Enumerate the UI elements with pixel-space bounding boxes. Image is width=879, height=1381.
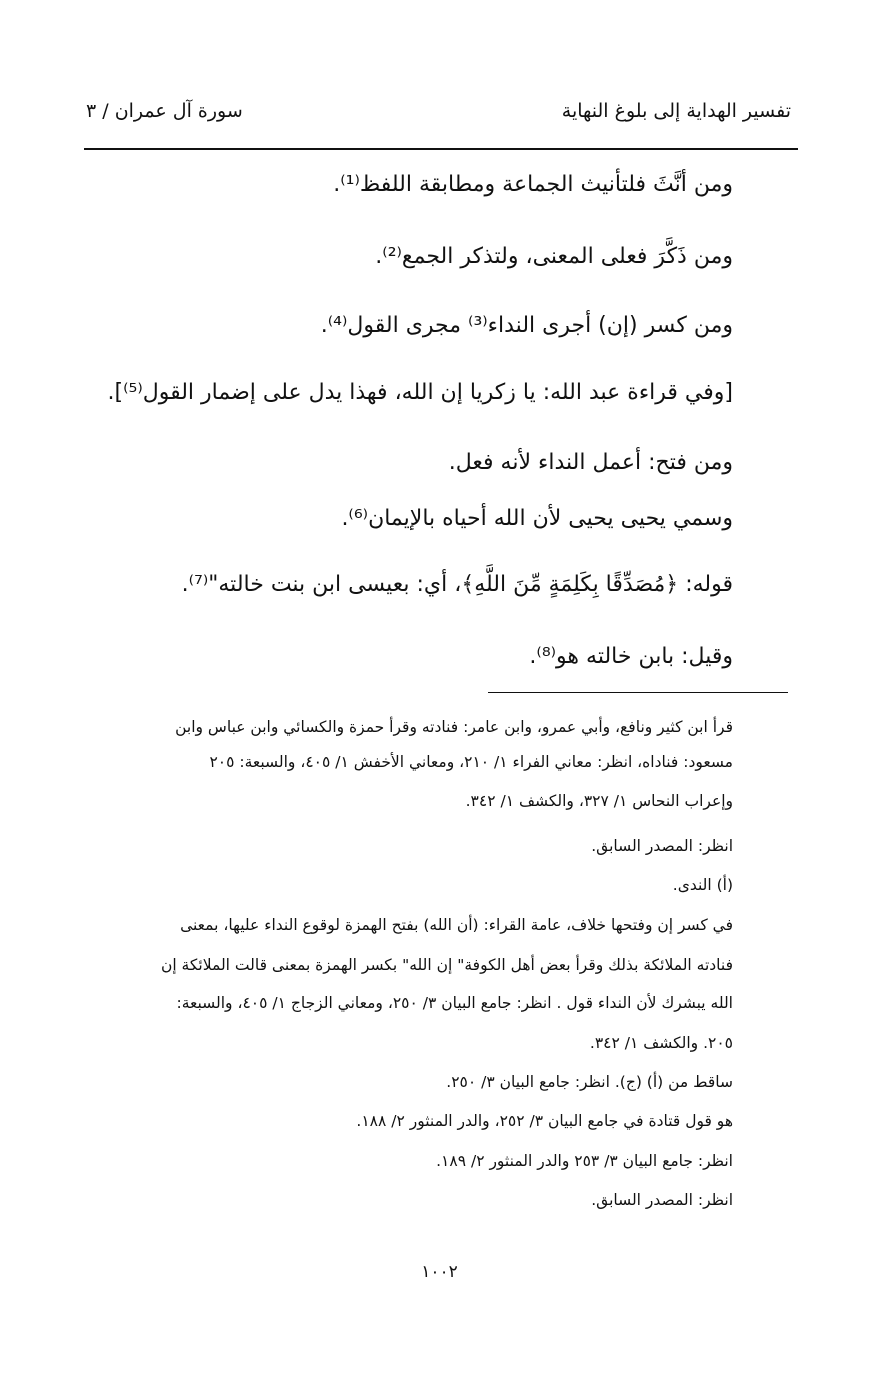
footnote-separator — [488, 692, 788, 693]
body-line: ومن أنَّثَ فلتأنيث الجماعة ومطابقة اللفظ⁽¹⁾. — [333, 172, 733, 197]
body-line: وسمي يحيى يحيى لأن الله أحياه بالإيمان⁽⁶⁾. — [341, 506, 733, 531]
footnote-line: قرأ ابن كثير ونافع، وأبي عمرو، وابن عامر: فنادته وقرأ حمزة والكسائي وابن عباس وابن — [175, 718, 733, 736]
body-line: ومن فتح: أعمل النداء لأنه فعل. — [448, 450, 733, 475]
footnote-line: انظر: جامع البيان ٣/ ٢٥٣ والدر المنثور ٢/ ١٨٩. — [436, 1152, 733, 1170]
page-number: ١٠٠٢ — [421, 1262, 458, 1282]
footnote-line: ٢٠٥. والكشف ١/ ٣٤٢. — [589, 1034, 733, 1052]
header-rule — [84, 148, 798, 150]
footnote-line: ساقط من (أ) (ج). انظر: جامع البيان ٣/ ٢٥٠. — [446, 1073, 733, 1091]
body-line: ومن كسر (إن) أجرى النداء⁽³⁾ مجرى القول⁽⁴⁾. — [320, 313, 733, 338]
footnote-line: مسعود: فناداه، انظر: معاني الفراء ١/ ٢١٠، ومعاني الأخفش ١/ ٤٠٥، والسبعة: ٢٠٥ — [209, 753, 733, 771]
footnote-line: الله يبشرك لأن النداء قول . انظر: جامع البيان ٣/ ٢٥٠، ومعاني الزجاج ١/ ٤٠٥، والسبعة: — [176, 994, 733, 1012]
body-line: وقيل: بابن خالته هو⁽⁸⁾. — [529, 644, 733, 669]
body-line: قوله: ﴿مُصَدِّقًا بِكَلِمَةٍ مِّنَ اللَّهِ﴾، أي: بعيسى ابن بنت خالته"⁽⁷⁾. — [181, 572, 733, 597]
footnote-line: فنادته الملائكة بذلك وقرأ بعض أهل الكوفة" إن الله" بكسر الهمزة بمعنى قالت الملائكة إن — [160, 956, 733, 974]
running-header-surah: سورة آل عمران / ٣ — [86, 100, 243, 122]
footnote-line: وإعراب النحاس ١/ ٣٢٧، والكشف ١/ ٣٤٢. — [465, 792, 733, 810]
running-header-book-title: تفسير الهداية إلى بلوغ النهاية — [561, 100, 791, 122]
footnote-line: انظر: المصدر السابق. — [591, 1191, 733, 1209]
body-line: [وفي قراءة عبد الله: يا زكريا إن الله، فهذا يدل على إضمار القول⁽⁵⁾]. — [107, 380, 733, 405]
footnote-line: هو قول قتادة في جامع البيان ٣/ ٢٥٢، والدر المنثور ٢/ ١٨٨. — [356, 1112, 733, 1130]
body-line: ومن ذَكَّرَ فعلى المعنى، ولتذكر الجمع⁽²⁾. — [375, 244, 733, 269]
footnote-line: انظر: المصدر السابق. — [591, 837, 733, 855]
footnote-line: في كسر إن وفتحها خلاف، عامة القراء: (أن الله) بفتح الهمزة لوقوع النداء عليها، بمعنى — [180, 916, 733, 934]
footnote-line: (أ) الندى. — [672, 876, 733, 894]
